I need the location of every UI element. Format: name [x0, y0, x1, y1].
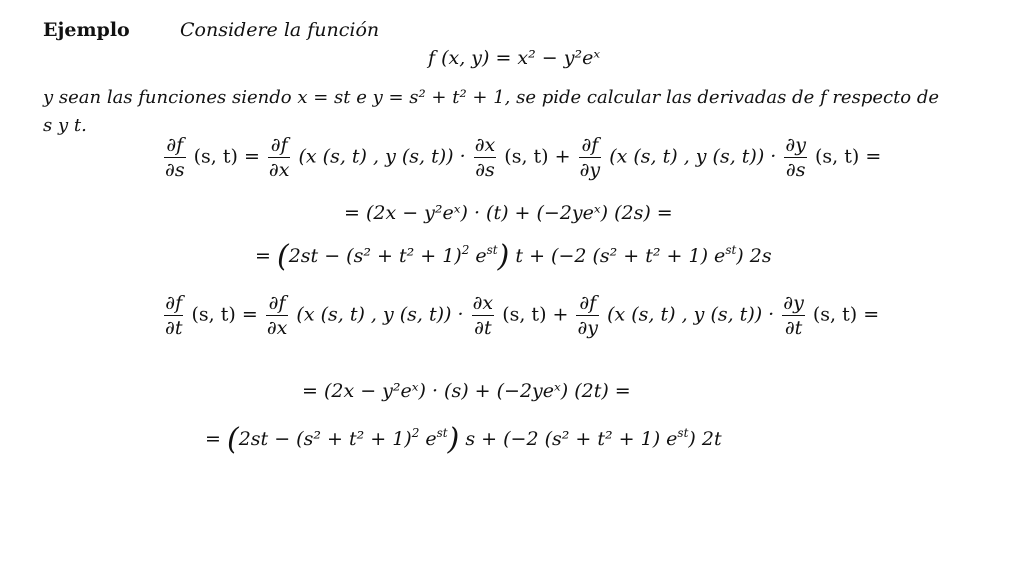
function-definition: f (x, y) = x² − y²eˣ	[428, 47, 601, 69]
chain-rule-dt: $\frac{\partial f}{\partial t}$ (s, t) = $\frac{\partial f}{\partial x}$ (x (s, t) , y (s, t)) · $\frac{\partial x}{\partial t}$ (s, t) + $\frac{\partial f}{\partial y}$ (x (s, t) , y (s, t)) · $\frac{\partial y}{\partial t}$ (s, t) =	[165, 292, 880, 339]
statement-line-2: s y t.	[43, 115, 87, 136]
intro-text: Considere la función	[180, 19, 380, 41]
ds-step-3: = ($2st - (s^2 + t^2 + 1)^2$ $e^{st}$) t + (−2 (s² + t² + 1) $e^{st}$) 2s	[255, 239, 772, 274]
statement-line-1: y sean las funciones siendo x = st e y = s² + t² + 1, se pide calcular las derivadas de f respecto de	[43, 87, 940, 108]
dt-step-2: = (2x − y²eˣ) · (s) + (−2yeˣ) (2t) =	[302, 380, 631, 402]
dt-step-3: = ($2st - (s^2 + t^2 + 1)^2$ $e^{st}$) s + (−2 (s² + t² + 1) $e^{st}$) 2t	[205, 422, 722, 457]
example-label: Ejemplo	[43, 19, 130, 41]
lhs-fraction-ds: $\frac{\partial f}{\partial s}$	[165, 134, 185, 181]
ds-step-2: = (2x − y²eˣ) · (t) + (−2yeˣ) (2s) =	[344, 202, 673, 224]
lhs-fraction-dt: $\frac{\partial f}{\partial t}$	[165, 292, 183, 339]
chain-rule-ds: $\frac{\partial f}{\partial s}$ (s, t) = $\frac{\partial f}{\partial x}$ (x (s, t) , y (s, t)) · $\frac{\partial x}{\partial s}$ (s, t) + $\frac{\partial f}{\partial y}$ (x (s, t) , y (s, t)) · $\frac{\partial y}{\partial s}$ (s, t) =	[165, 134, 882, 181]
